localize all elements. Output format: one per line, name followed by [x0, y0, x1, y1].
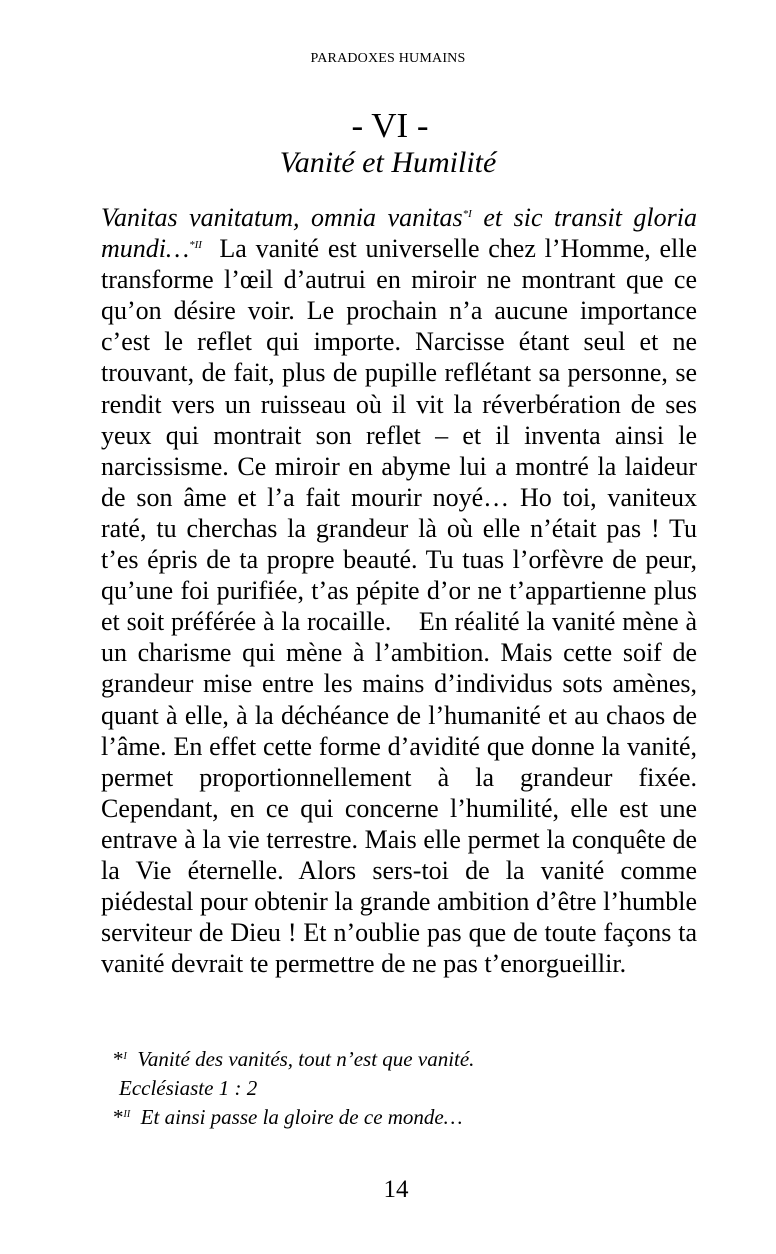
- footnote-text: Vanité des vanités, tout n’est que vanité.: [137, 1047, 475, 1071]
- footnote-text: Et ainsi passe la gloire de ce monde…: [140, 1105, 463, 1129]
- footnote-number: I: [123, 1051, 127, 1062]
- footnote-1: [113, 1045, 673, 1074]
- running-header: PARADOXES HUMAINS: [310, 51, 466, 66]
- footnotes: [113, 1045, 673, 1132]
- footnote-star: *: [113, 1105, 124, 1129]
- latin-quote-2: et sic transit gloria mundi…: [101, 203, 697, 264]
- latin-quote-1: Vanitas vanitatum, omnia vanitas: [101, 203, 463, 232]
- footnote-text: Ecclésiaste 1 : 2: [119, 1076, 258, 1100]
- footnote-2: [113, 1103, 673, 1132]
- chapter-title: Vanité et Humilité: [279, 146, 497, 179]
- footnote-1-source: [113, 1074, 673, 1103]
- footnote-ref-2: *II: [189, 239, 202, 252]
- footnote-number: II: [123, 1109, 131, 1120]
- chapter-body: [101, 202, 697, 979]
- page-number: 14: [383, 1176, 409, 1203]
- paragraph-1: La vanité est universelle chez l’Homme, elle transforme l’œil d’autrui en miroir ne montrant que ce qu’on désire voir. Le prochain n’a aucune importance c’est le reflet qui importe. Narcisse étant seul et ne trouvant, de fait, plus de pupille reflétant sa personne, se rendit vers un ruisseau où il vit la réverbération de ses yeux qui montrait son reflet – et il inventa ainsi le narcissisme. Ce miroir en abyme lui a montré la laideur de son âme et l’a fait mourir noyé… Ho toi, vaniteux raté, tu cherchas la grandeur là où elle n’était pas ! Tu t’es épris de ta propre beauté. Tu tuas l’orfèvre de peur, qu’une foi purifiée, t’as pépite d’or ne t’appartienne plus et soit préférée à la rocaille.: [101, 234, 697, 637]
- chapter-number: - VI -: [351, 106, 429, 145]
- paragraph-2: En réalité la vanité mène à un charisme qui mène à l’ambition. Mais cette soif de grandeur mise entre les mains d’individus sots amènes, quant à elle, à la déchéance de l’humanité et au chaos de l’âme. En effet cette forme d’avidité que donne la vanité, permet proportionnellement à la grandeur fixée. Cependant, en ce qui concerne l’humilité, elle est une entrave à la vie terrestre. Mais elle permet la conquête de la Vie éternelle. Alors sers-toi de la vanité comme piédestal pour obtenir la grande ambition d’être l’humble serviteur de Dieu ! Et n’oublie pas que de toute façons ta vanité devrait te permettre de ne pas t’enorgueillir.: [101, 607, 697, 979]
- footnote-star: *: [113, 1047, 124, 1071]
- footnote-ref-1: *I: [462, 208, 472, 220]
